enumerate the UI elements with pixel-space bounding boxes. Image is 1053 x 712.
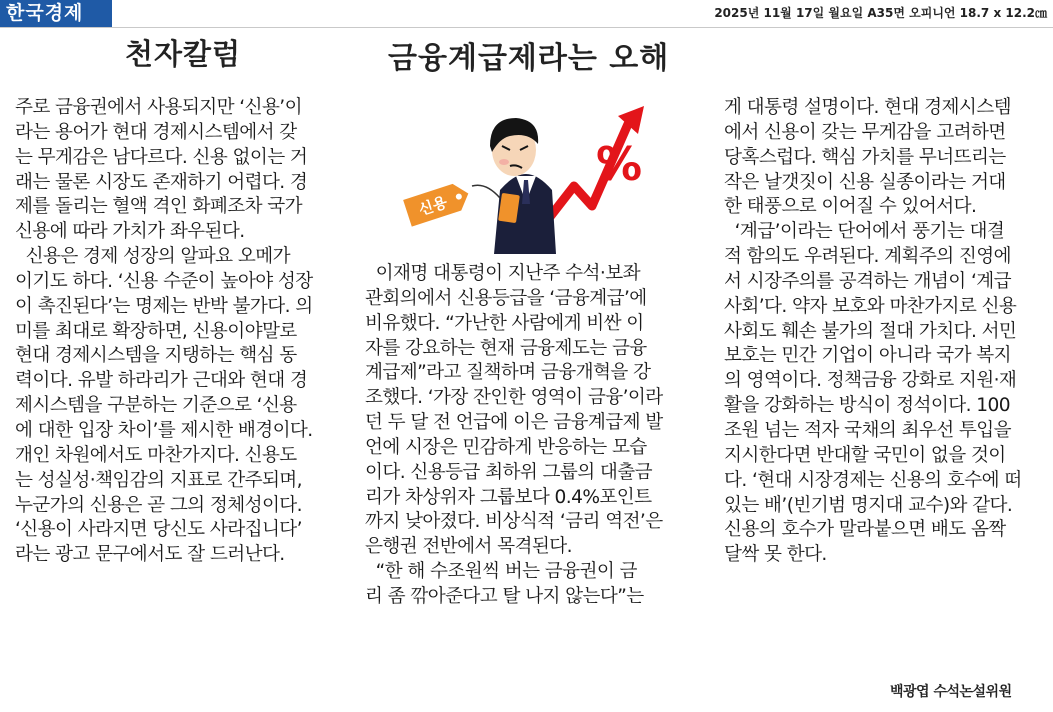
article-column-3: 게 대통령 설명이다. 현대 경제시스템 에서 신용이 갖는 무게감을 고려하면 당혹스럽다. 핵심 가치를 무너뜨리는 작은 날갯짓이 신용 실종이라는 거대 한 태풍으로 이어질 수 있어서다. ‘계급’이라는 단어에서 풍기는 대결 적 함의도 우려된다. 계획주의 진영에 서 시장주의를 공격하는 개념이 ‘계급 사회’다. 약자 보호와 마찬가지로 신용 사회도 훼손 불가의 절대 가치다. 서민 보호는 민간 기업이 아니라 국가 복지 의 영역이다. 정책금융 강화로 지원·재 활을 강화하는 방식이 정석이다. 100 조원 넘는 적자 국채의 최우선 투입을 지시한다면 반대할 국민이 없을 것이 다. ‘현대 시장경제는 신용의 호수에 떠 있는 배’(빈기범 명지대 교수)와 같다. 신용의 호수가 말라붙으면 배도 옴짝 달싹 못 한다. (724, 97, 1022, 566)
newspaper-masthead: 한국경제 (0, 0, 112, 27)
credit-tag-label: 신용 (416, 192, 450, 220)
credit-tag (403, 180, 473, 226)
dateline: 2025년 11월 17일 월요일 A35면 오피니언 18.7 x 12.2㎝ (714, 6, 1047, 20)
illustration-credit-rising (396, 94, 648, 254)
percent-sign: % (596, 137, 643, 191)
tag-string (472, 185, 500, 198)
column-name: 천자칼럼 (125, 37, 242, 71)
article-column-2: 이재명 대통령이 지난주 수석·보좌 관회의에서 신용등급을 ‘금융계급’에 비유했다. “가난한 사람에게 비싼 이 자를 강요하는 현재 금융제도는 금융 계급제”라고 질책하며 금융개혁을 강 조했다. ‘가장 잔인한 영역이 금융’이라 던 두 달 전 언급에 이은 금융계급제 발 언에 시장은 민감하게 반응하는 모습 이다. 신용등급 최하위 그룹의 대출금 리가 차상위자 그룹보다 0.4%포인트 까지 낮아졌다. 비상식적 ‘금리 역전’은 은행권 전반에서 목격된다. “한 해 수조원씩 버는 금융권이 금 리 좀 깎아준다고 탈 나지 않는다”는 (365, 263, 663, 607)
byline: 백광엽 수석논설위원 (890, 684, 1012, 700)
article-column-1: 주로 금융권에서 사용되지만 ‘신용’이 라는 용어가 현대 경제시스템에서 갖 는 무게감은 남다르다. 신용 없이는 거 래는 물론 시장도 존재하기 어렵다. 경 제를 돌리는 혈액 격인 화폐조차 국가 신용에 따라 가치가 좌우된다. 신용은 경제 성장의 알파요 오메가 이기도 하다. ‘신용 수준이 높아야 성장 이 촉진된다’는 명제는 반박 불가다. 의 미를 최대로 확장하면, 신용이야말로 현대 경제시스템을 지탱하는 핵심 동 력이다. 유발 하라리가 근대와 현대 경 제시스템을 구분하는 기준으로 ‘신용 에 대한 입장 차이’를 제시한 배경이다. 개인 차원에서도 마찬가지다. 신용도 는 성실성·책임감의 지표로 간주되며, 누군가의 신용은 곧 그의 정체성이다. ‘신용이 사라지면 당신도 사라집니다’ 라는 광고 문구에서도 잘 드러난다. (15, 97, 313, 566)
article-headline: 금융계급제라는 오해 (388, 41, 670, 76)
top-divider (0, 27, 1053, 28)
